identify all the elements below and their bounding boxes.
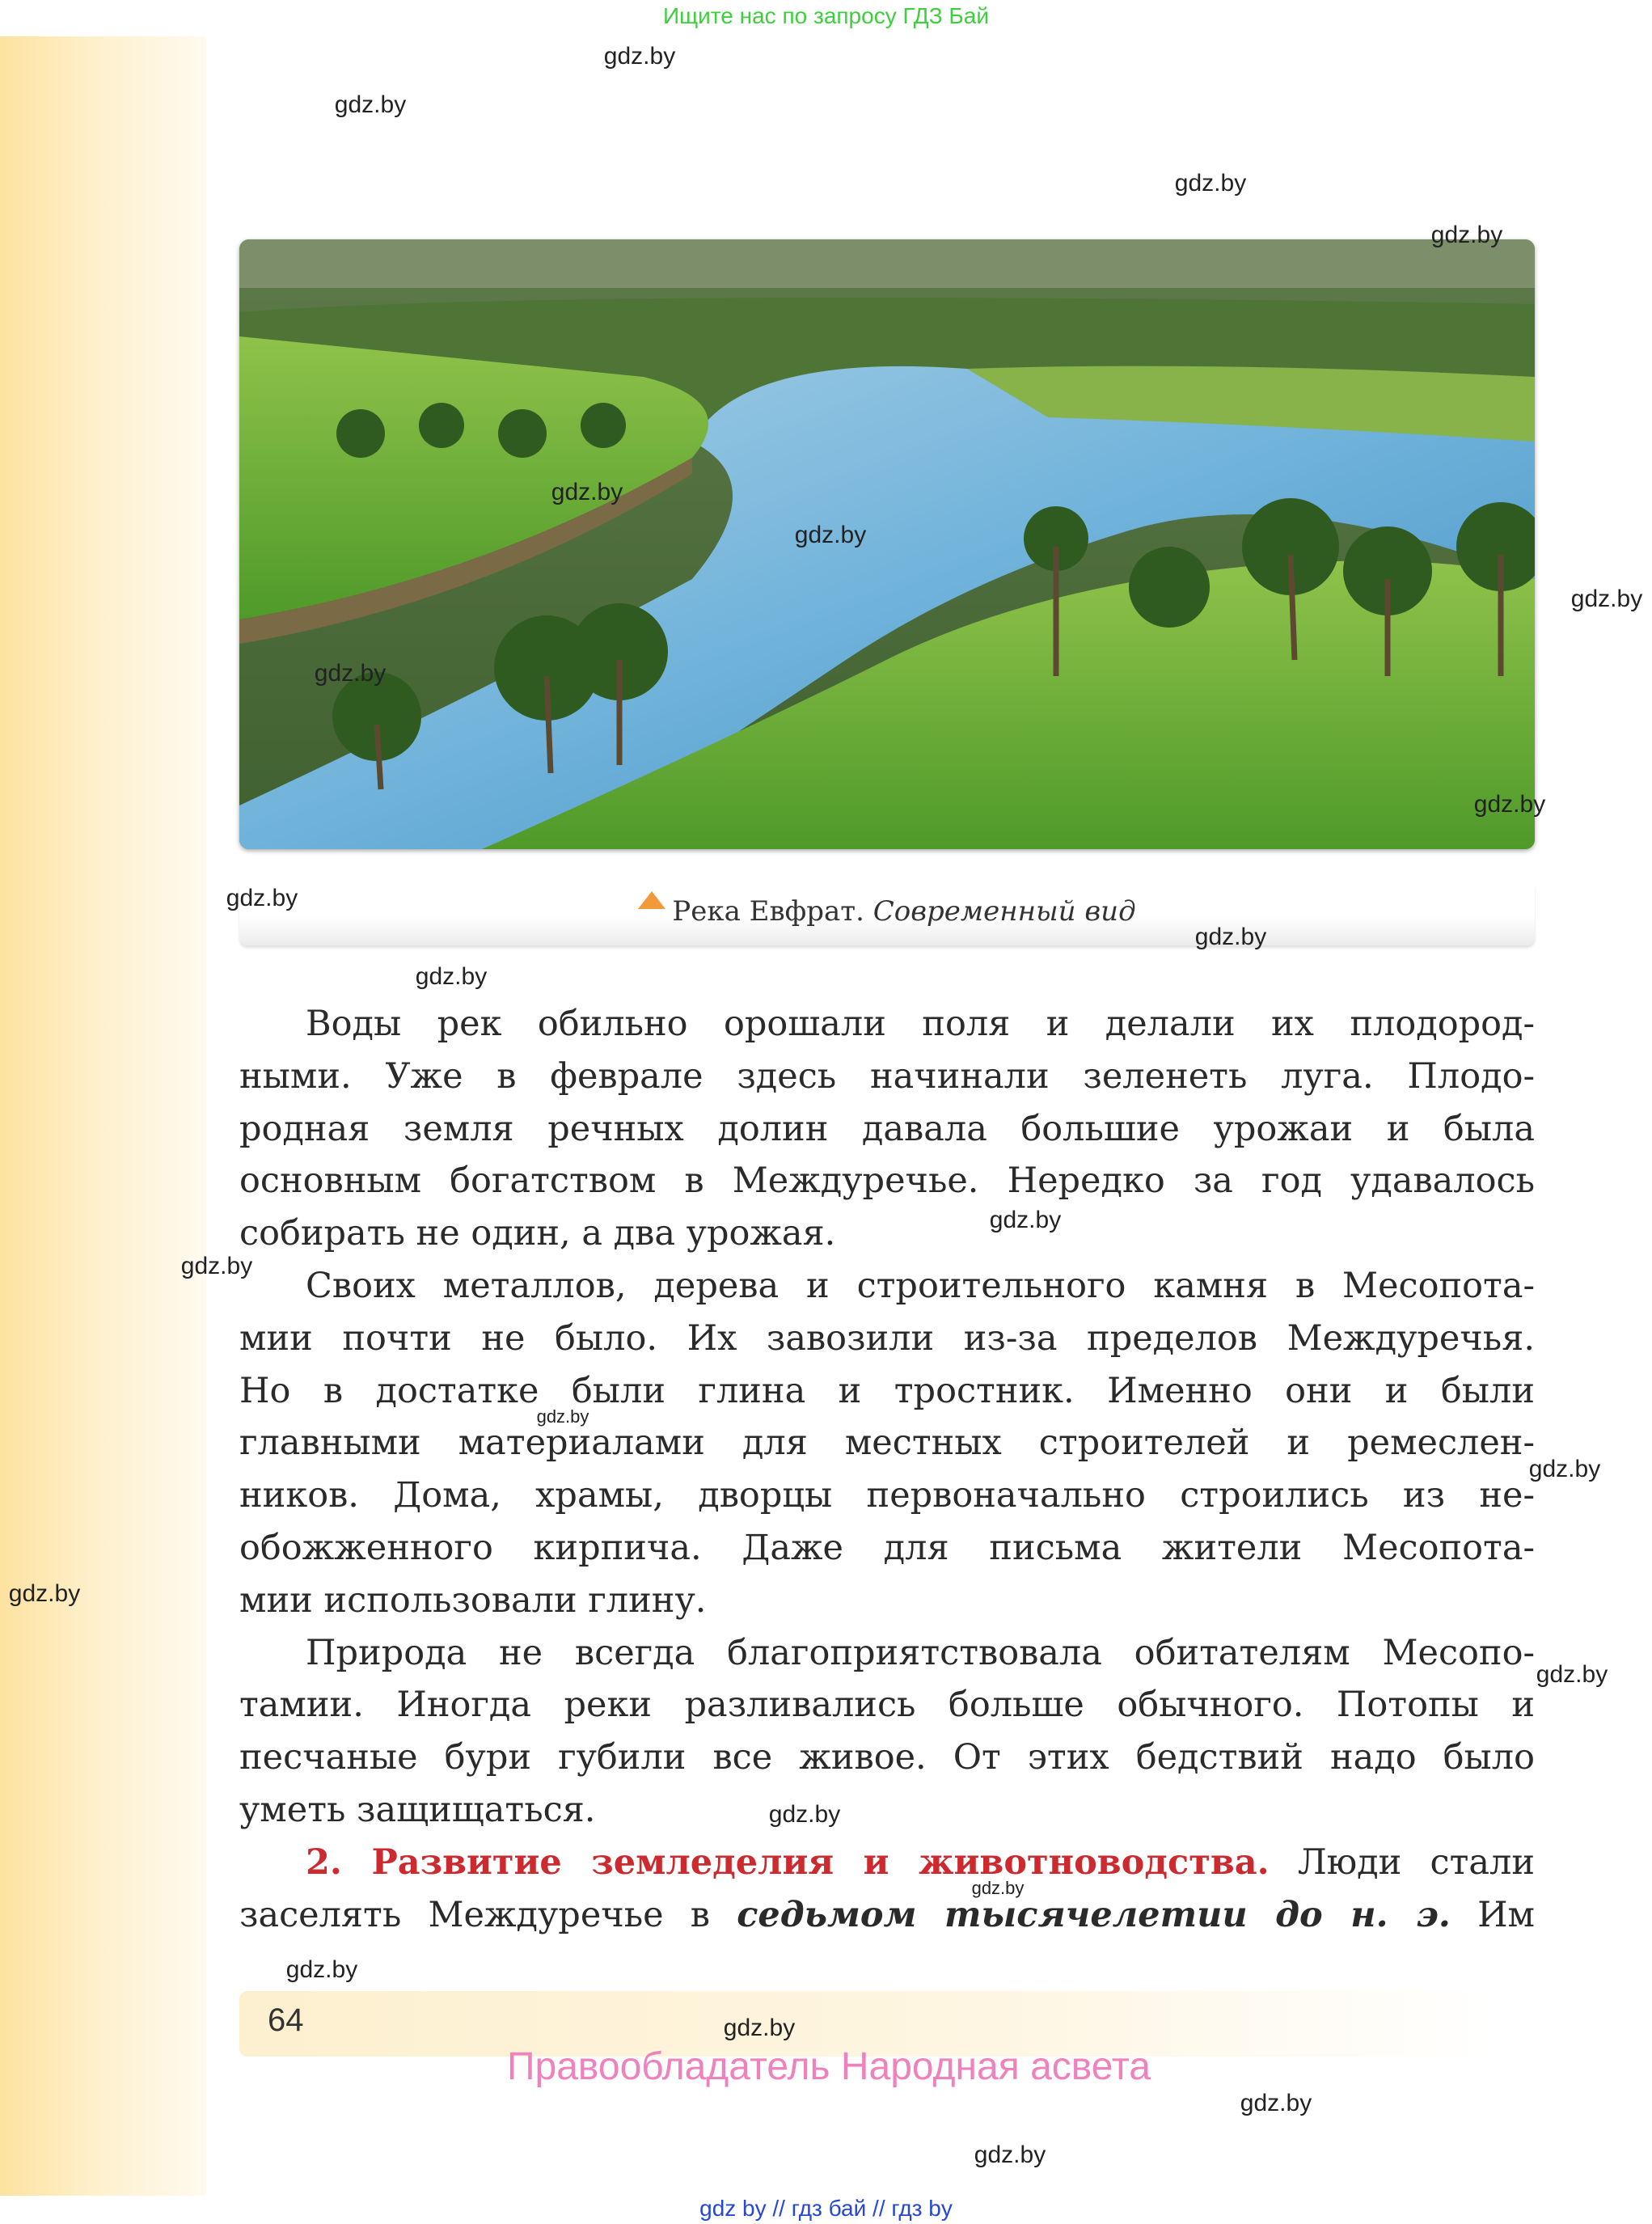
watermark: gdz.by (415, 963, 488, 990)
text-line: песчаные бури губили все живое. От этих бедствий надо было (239, 1737, 1535, 1778)
text-line: Воды рек обильно орошали поля и делали их плодород- (306, 1004, 1535, 1044)
photo-caption (239, 880, 1535, 945)
watermark: gdz.by (974, 2142, 1046, 2168)
watermark: gdz.by (794, 522, 867, 548)
caption-title: Река Евфрат. (672, 895, 864, 928)
watermark: gdz.by (1174, 170, 1247, 197)
caption-subtitle: Современный вид (872, 895, 1136, 928)
text-line: главными материалами для местных строителей и ремеслен- (239, 1423, 1535, 1464)
emphasis-text: седьмом тысячелетии до н. э. (737, 1894, 1451, 1935)
text-line (239, 1889, 1535, 1942)
text-line: ными. Уже в феврале здесь начинали зеленеть луга. Плодо- (239, 1055, 1535, 1097)
watermark: gdz.by (971, 1878, 1025, 1898)
watermark: gdz.by (226, 885, 298, 911)
watermark: gdz.by (1240, 2090, 1312, 2116)
watermark: gdz.by (723, 2015, 796, 2041)
watermark: gdz.by (551, 479, 623, 505)
page-margin-strip (0, 36, 206, 2196)
text-line: основным богатством в Междуречье. Нередко за год удавалось (239, 1161, 1535, 1202)
text-line: Своих металлов, дерева и строительного камня в Месопота- (306, 1265, 1535, 1306)
section-heading: 2. Развитие земледелия и животноводства. (306, 1841, 1270, 1883)
text-run: Им (1477, 1894, 1536, 1935)
watermark: gdz.by (1473, 791, 1546, 818)
text-run: заселять Междуречье в (239, 1894, 710, 1935)
euphrates-photo (239, 239, 1535, 849)
watermark: gdz.by (8, 1580, 81, 1607)
text-line: уметь защищаться. (239, 1789, 596, 1830)
watermark: gdz.by (768, 1801, 841, 1828)
page-number: 64 (268, 2002, 304, 2038)
watermark: gdz.by (1528, 1456, 1601, 1482)
text-line: Природа не всегда благоприятствовала обитателям Месопо- (306, 1632, 1535, 1673)
section-heading-line (239, 1837, 1535, 1889)
watermark: gdz.by (1536, 1661, 1608, 1688)
text-line: ников. Дома, храмы, дворцы первоначально строились из не- (239, 1475, 1535, 1516)
watermark: gdz.by (285, 1956, 358, 1983)
watermark: gdz.by (1194, 924, 1267, 950)
watermark: gdz.by (1430, 222, 1503, 248)
footer-links: gdz by // гдз бай // гдз by (699, 2196, 953, 2221)
watermark: gdz.by (180, 1253, 253, 1279)
text-line: родная земля речных долин давала большие урожаи и была (239, 1108, 1535, 1149)
text-line: мии почти не было. Их завозили из-за пределов Междуречья. (239, 1317, 1535, 1359)
body-text (239, 998, 1535, 1941)
heading-tail: Люди стали (1297, 1841, 1536, 1883)
rights-holder: Правообладатель Народная асвета (507, 2045, 1151, 2088)
watermark: gdz.by (989, 1207, 1062, 1233)
watermark: gdz.by (334, 91, 407, 118)
text-line: мии использовали глину. (239, 1579, 707, 1621)
watermark: gdz.by (603, 43, 676, 70)
caption-triangle-icon (638, 891, 665, 909)
text-line: Но в достатке были глина и тростник. Именно они и были (239, 1370, 1535, 1411)
watermark: gdz.by (536, 1406, 589, 1427)
watermark: gdz.by (1570, 586, 1643, 612)
watermark: gdz.by (314, 660, 387, 687)
text-line: обожженного кирпича. Даже для письма жители Месопота- (239, 1527, 1535, 1568)
text-line: тамии. Иногда реки разливались больше обычного. Потопы и (239, 1685, 1535, 1726)
text-line: собирать не один, а два урожая. (239, 1213, 836, 1254)
top-search-note: Ищите нас по запросу ГДЗ Бай (662, 3, 990, 28)
